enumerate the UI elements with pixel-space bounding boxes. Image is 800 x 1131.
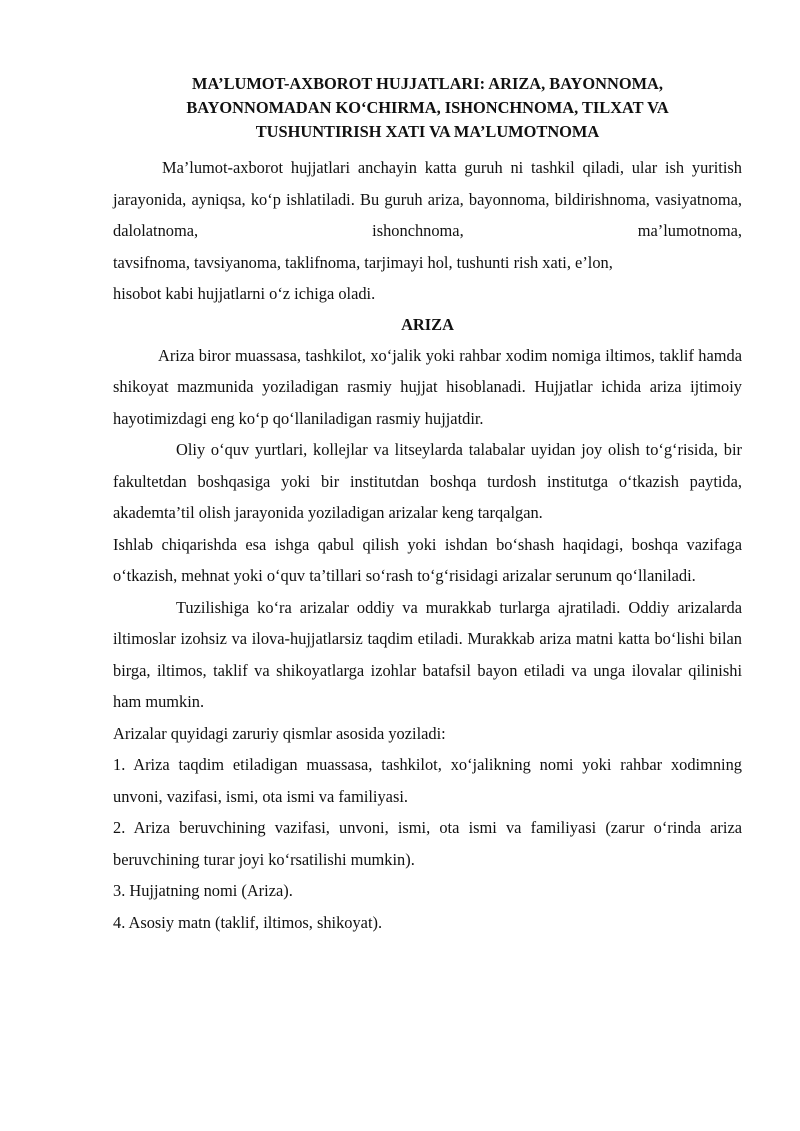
paragraph-required-parts: Arizalar quyidagi zaruriy qismlar asosida yoziladi: bbox=[113, 723, 446, 743]
section-heading-ariza: ARIZA bbox=[401, 314, 454, 334]
paragraph-higher-education: Oliy o‘quv yurtlari, kollejlar va litseylarda talabalar uyidan joy olish to‘g‘risida, bir fakultetdan boshqasiga yoki bir institutdan boshqa turdosh institutga o‘tkazish paytida, akademta’til olish jarayonida yoziladigan arizalar keng tarqalgan. bbox=[113, 440, 742, 522]
intro-paragraph-main: Ma’lumot-axborot hujjatlari anchayin katta guruh ni tashkil qiladi, ular ish yuritish jarayonida, ayniqsa, ko‘p ishlatiladi. Bu guruh ariza, bayonnoma, bildirishnoma, vasiyatnoma, dalolatnoma, ishonchnoma, ma’lumotnoma, bbox=[113, 158, 742, 240]
list-item-4: 4. Asosiy matn (taklif, iltimos, shikoyat). bbox=[113, 912, 383, 932]
title-line-2: BAYONNOMADAN KO‘CHIRMA, ISHONCHNOMA, TILXAT VA bbox=[186, 98, 669, 117]
title-line-1: MA’LUMOT-AXBOROT HUJJATLARI: ARIZA, BAYONNOMA, bbox=[192, 74, 663, 93]
document-title bbox=[113, 72, 742, 144]
document-page bbox=[113, 72, 742, 938]
intro-paragraph-line-3: hisobot kabi hujjatlarni o‘z ichiga oladi. bbox=[113, 284, 376, 303]
list-item-1: 1. Ariza taqdim etiladigan muassasa, tashkilot, xo‘jalikning nomi yoki rahbar xodimning unvoni, vazifasi, ismi, ota ismi va familiyasi. bbox=[113, 755, 742, 806]
paragraph-ariza-definition: Ariza biror muassasa, tashkilot, xo‘jalik yoki rahbar xodim nomiga iltimos, taklif hamda shikoyat mazmunida yoziladigan rasmiy hujjat hisoblanadi. Hujjatlar ichida ariza ijtimoiy hayotimizdagi eng ko‘p qo‘llaniladigan rasmiy hujjatdir. bbox=[113, 345, 742, 428]
paragraph-production: Ishlab chiqarishda esa ishga qabul qilish yoki ishdan bo‘shash haqidagi, boshqa vazifaga o‘tkazish, mehnat yoki o‘quv ta’tillari so‘rash to‘g‘risidagi arizalar serunum qo‘llaniladi. bbox=[113, 534, 742, 585]
title-line-3: TUSHUNTIRISH XATI VA MA’LUMOTNOMA bbox=[255, 122, 600, 141]
intro-paragraph-line-2: tavsifnoma, tavsiyanoma, taklifnoma, tarjimayi hol, tushunti rish xati, e’lon, bbox=[113, 252, 613, 272]
list-item-2: 2. Ariza beruvchining vazifasi, unvoni, ismi, ota ismi va familiyasi (zarur o‘rinda ariza beruvchining turar joyi ko‘rsatilishi mumkin). bbox=[113, 818, 742, 869]
list-item-3: 3. Hujjatning nomi (Ariza). bbox=[113, 881, 293, 900]
paragraph-structure: Tuzilishiga ko‘ra arizalar oddiy va murakkab turlarga ajratiladi. Oddiy arizalarda iltimoslar izohsiz va ilova-hujjatlarsiz taqdim etiladi. Murakkab ariza matni katta bo‘lishi bilan birga, iltimos, taklif va shikoyatlarga izohlar batafsil bayon etiladi va unga ilovalar qilinishi ham mumkin. bbox=[113, 597, 742, 711]
